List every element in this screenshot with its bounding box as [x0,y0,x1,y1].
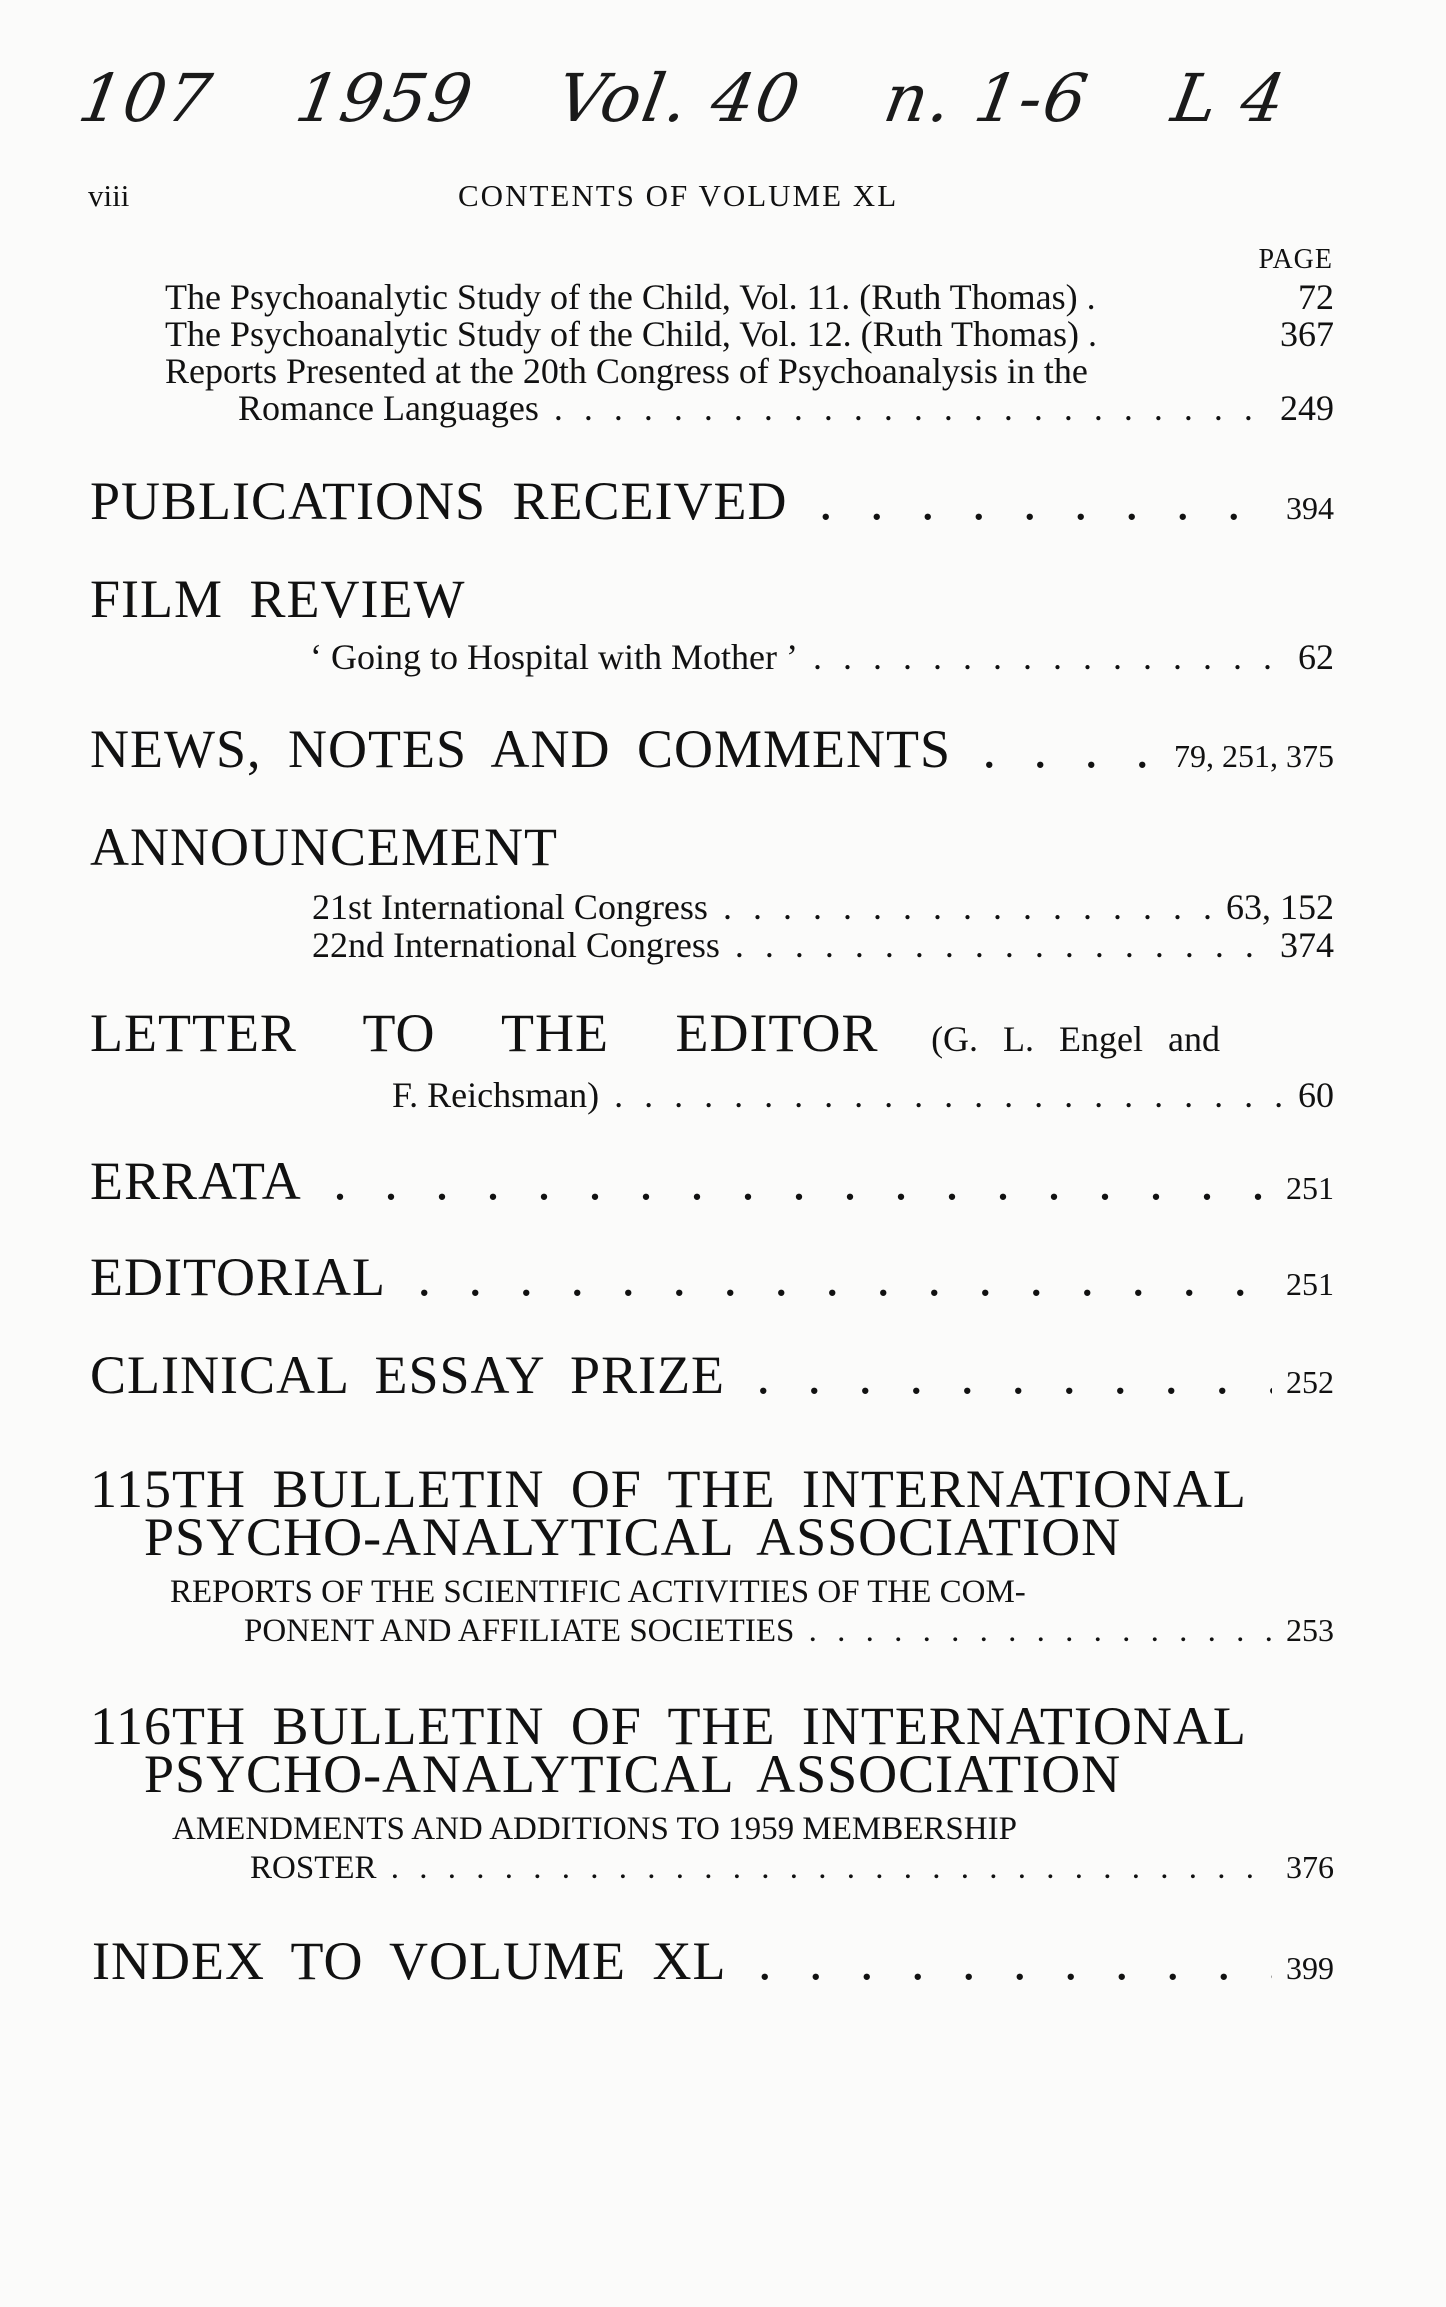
running-head: CONTENTS OF VOLUME XL [458,178,899,213]
page-numbers: 374 [1280,925,1334,965]
announcement-title: 22nd International Congress . . . [312,924,1266,966]
bulletin-entry [244,1612,1334,1650]
section-heading: CLINICAL ESSAY PRIZE . . . [90,1344,1272,1406]
section-prize [90,1344,1334,1406]
page-column-label: PAGE [1258,244,1333,275]
page-number: 252 [1286,1364,1334,1400]
page-number: 376 [1286,1849,1334,1885]
review-title: The Psychoanalytic Study of the Child, Vol. 11. (Ruth Thomas) . [165,277,1096,317]
section-heading: PUBLICATIONS RECEIVED . . . [90,470,1272,532]
page-number: 251 [1286,1266,1334,1302]
bulletin-entry [250,1849,1334,1887]
section-index [92,1930,1334,1992]
section-heading: PSYCHO-ANALYTICAL ASSOCIATION [144,1507,1122,1567]
announcement-title: 21st International Congress . . . [312,886,1212,928]
review-title: Reports Presented at the 20th Congress of Psychoanalysis in the [165,351,1088,391]
section-heading: LETTER TO THE EDITOR [90,1003,879,1063]
section-heading: PSYCHO-ANALYTICAL ASSOCIATION [144,1744,1122,1804]
letter-entry [392,1074,1334,1116]
page-numbers: 63, 152 [1226,887,1334,927]
hw-issues: n. 1-6 [878,60,1095,137]
section-news [90,718,1334,780]
page-number: 394 [1286,490,1334,526]
letter-authors: F. Reichsman) . . . [392,1074,1284,1116]
bulletin-subheading: AMENDMENTS AND ADDITIONS TO 1959 MEMBERSHIP [172,1811,1017,1847]
section-heading: INDEX TO VOLUME XL . . . [92,1930,1272,1992]
page-numbers: 79, 251, 375 [1174,738,1334,774]
page-number: 60 [1298,1075,1334,1115]
page-number: 72 [1298,277,1334,317]
hw-number: 107 [73,60,219,137]
page-number: 399 [1286,1950,1334,1986]
section-heading: 115TH BULLETIN OF THE INTERNATIONAL [90,1459,1247,1519]
section-letter [90,1002,1220,1064]
review-entry [238,387,1334,429]
section-publications [90,470,1334,532]
section-heading: NEWS, NOTES AND COMMENTS . . . [90,718,1160,780]
page-number: 251 [1286,1170,1334,1206]
section-heading: EDITORIAL . . . [90,1246,1272,1308]
announcement-entry [312,924,1334,966]
hw-volume: Vol. 40 [551,60,808,137]
page-number: 249 [1280,388,1334,428]
section-editorial [90,1246,1334,1308]
review-title: The Psychoanalytic Study of the Child, Vol. 12. (Ruth Thomas) . [165,314,1097,354]
page-number: 253 [1286,1612,1334,1648]
hw-code: L 4 [1166,60,1293,137]
bulletin-subheading: REPORTS OF THE SCIENTIFIC ACTIVITIES OF THE COM- [170,1574,1026,1610]
review-entry [165,313,1334,355]
handwritten-note [73,60,1354,137]
page-number: 62 [1298,637,1334,677]
bulletin-subheading: PONENT AND AFFILIATE SOCIETIES . . . [244,1613,1272,1650]
letter-authors: (G. L. Engel and [931,1019,1220,1059]
announcement-entry [312,886,1334,928]
section-heading: ERRATA . . . [90,1150,1272,1212]
section-heading: FILM REVIEW [90,569,466,629]
film-entry [310,636,1334,678]
section-errata [90,1150,1334,1212]
hw-year: 1959 [290,60,480,137]
bulletin-subheading: ROSTER . . . [250,1850,1272,1887]
section-heading: ANNOUNCEMENT [90,817,558,877]
review-entry [165,276,1334,318]
review-title: Romance Languages . . . [238,387,1266,429]
folio: viii [88,178,130,213]
section-heading: 116TH BULLETIN OF THE INTERNATIONAL [90,1696,1247,1756]
page-number: 367 [1280,314,1334,354]
film-title: ‘ Going to Hospital with Mother ’ . . . [310,636,1284,678]
